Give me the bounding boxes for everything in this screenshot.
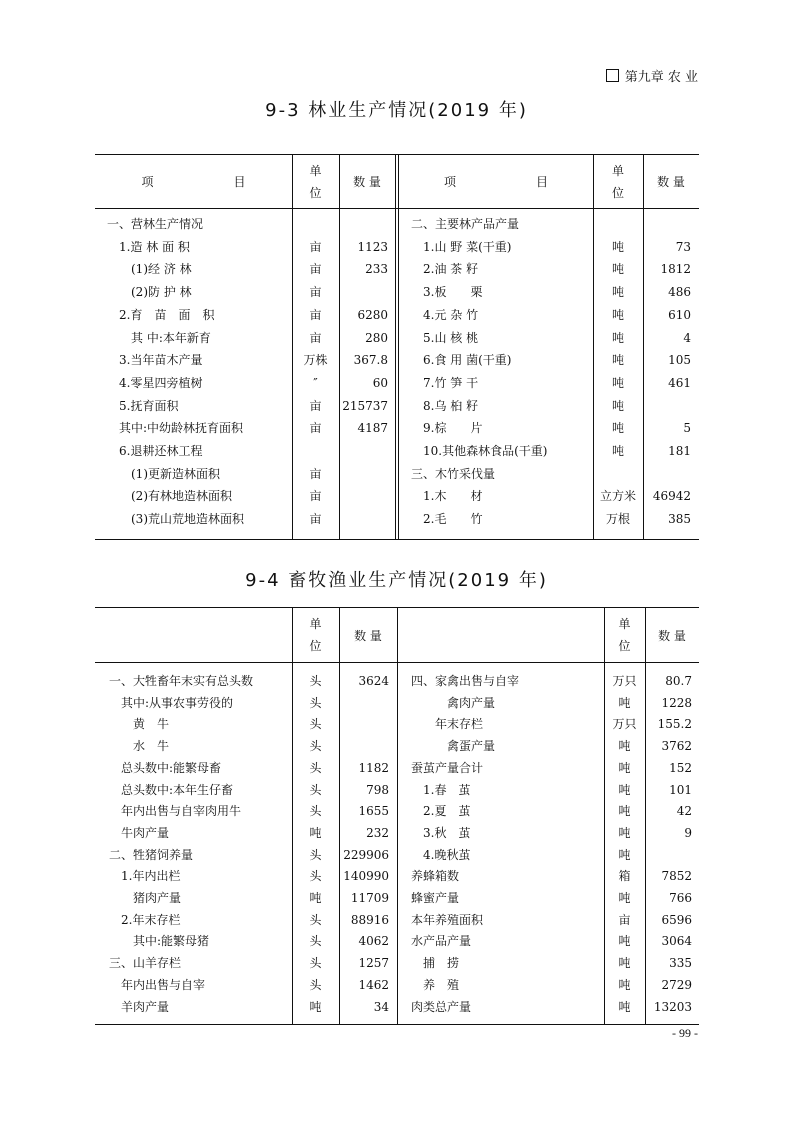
- row-label: 一、营林生产情况: [107, 217, 204, 231]
- row-label: 总头数中:本年生仔畜: [121, 782, 234, 797]
- table-row: [95, 281, 699, 304]
- livestock-table: [95, 607, 699, 1025]
- header-item-right: 目: [536, 175, 549, 189]
- row-value: 46942: [652, 489, 691, 504]
- row-label: 蚕茧产量合计: [411, 760, 484, 775]
- row-value: 461: [668, 375, 691, 390]
- row-unit: 吨: [309, 891, 322, 905]
- row-label: 三、木竹采伐量: [411, 466, 496, 481]
- row-value: 1462: [358, 977, 389, 992]
- row-label: 6.退耕还林工程: [119, 444, 203, 458]
- row-label: 4.零星四旁植树: [119, 375, 203, 390]
- row-unit: 吨: [611, 421, 624, 436]
- row-label: 总头数中:能繁母畜: [121, 760, 222, 775]
- row-unit: [593, 463, 643, 486]
- header-qty: 数 量: [354, 628, 382, 643]
- row-unit: 吨: [611, 285, 624, 300]
- row-label: 1.山 野 菜(干重): [423, 239, 512, 254]
- row-value: 60: [372, 375, 388, 390]
- row-unit: 亩: [309, 262, 322, 277]
- table-row: [95, 930, 699, 953]
- row-unit: 吨: [611, 239, 624, 254]
- row-label: 本年养殖面积: [411, 912, 484, 927]
- row-unit: 吨: [611, 307, 624, 322]
- header-item: [95, 155, 292, 208]
- row-value: 233: [365, 262, 388, 277]
- row-value: 280: [365, 330, 388, 345]
- row-unit: 头: [309, 847, 322, 862]
- row-unit: 吨: [618, 825, 631, 840]
- header-qty-2: 数 量: [657, 175, 685, 189]
- row-label: 6.食 用 菌(干重): [423, 353, 512, 368]
- row-label: 禽肉产量: [447, 695, 496, 710]
- row-value: 105: [668, 353, 691, 368]
- table-row: [95, 304, 699, 327]
- table-row: [95, 395, 699, 418]
- row-unit: 头: [309, 869, 322, 884]
- table-row: [95, 713, 699, 736]
- row-unit: 立方米: [599, 489, 636, 504]
- row-unit: 亩: [309, 489, 322, 504]
- row-label: 禽蛋产量: [447, 739, 496, 754]
- table-row: [95, 213, 699, 236]
- table-row: [95, 822, 699, 845]
- row-unit: 头: [309, 717, 322, 732]
- row-label: 三、山羊存栏: [109, 956, 182, 971]
- table-row: [95, 735, 699, 758]
- row-unit: 吨: [611, 375, 624, 390]
- row-value: [643, 463, 691, 486]
- row-label: 1.春 茧: [423, 782, 471, 797]
- row-unit: 亩: [309, 239, 322, 254]
- row-value: 88916: [350, 912, 389, 927]
- row-label: 其中:从事农事劳役的: [121, 695, 234, 710]
- table-row: [95, 440, 699, 463]
- row-label: (1)经 济 林: [131, 262, 192, 277]
- row-value: 1228: [661, 695, 692, 710]
- row-label: 二、主要林产品产量: [411, 217, 520, 231]
- page-number: - 99 -: [672, 1026, 698, 1040]
- row-unit: 吨: [611, 330, 624, 345]
- row-unit: 万只: [612, 717, 637, 732]
- row-unit: 亩: [309, 285, 322, 300]
- row-label: 3.板 栗: [423, 285, 483, 300]
- table-row: [95, 865, 699, 888]
- row-label: 水产品产量: [411, 934, 472, 949]
- row-value: 1123: [357, 239, 388, 254]
- table-row: [95, 372, 699, 395]
- row-unit: [593, 213, 643, 236]
- header-unit-bottom: 位: [618, 639, 631, 653]
- row-unit: 亩: [309, 466, 322, 481]
- row-unit: 吨: [618, 804, 631, 819]
- row-value: 232: [366, 825, 389, 840]
- row-unit: 头: [309, 760, 322, 775]
- row-label: 四、家禽出售与自宰: [411, 674, 520, 688]
- row-unit: 亩: [309, 307, 322, 322]
- row-value: 5: [683, 421, 691, 436]
- row-label: 8.乌 桕 籽: [423, 398, 479, 413]
- row-label: 9.棕 片: [423, 421, 483, 436]
- row-value: 4062: [358, 934, 389, 949]
- row-value: 4187: [357, 421, 388, 436]
- row-unit: 吨: [611, 444, 624, 458]
- row-unit: 吨: [618, 977, 631, 992]
- row-unit: 吨: [618, 782, 631, 797]
- row-value: 610: [668, 307, 691, 322]
- header-unit-2: [593, 159, 643, 205]
- row-label: 二、牲猪饲养量: [109, 847, 194, 862]
- row-unit: 头: [309, 804, 322, 819]
- row-label: 7.竹 笋 干: [423, 375, 479, 390]
- header-unit-bottom: 位: [309, 639, 322, 653]
- row-unit: 吨: [611, 398, 624, 413]
- row-label: 5.山 核 桃: [423, 330, 479, 345]
- table-row: [95, 887, 699, 910]
- row-value: 2729: [661, 977, 692, 992]
- row-label: 一、大牲畜年末实有总头数: [109, 674, 254, 688]
- header-qty-2: 数 量: [658, 628, 686, 643]
- header-unit-top: 单: [309, 164, 322, 178]
- row-label: 2.夏 茧: [423, 804, 471, 819]
- row-label: (2)防 护 林: [131, 285, 192, 300]
- row-unit: 万只: [612, 674, 637, 688]
- row-value: 3762: [661, 739, 692, 754]
- row-value: 140990: [343, 869, 389, 884]
- row-unit: 吨: [618, 891, 631, 905]
- row-label: 1.木 材: [423, 489, 483, 504]
- table-row: [95, 974, 699, 997]
- row-label: 水 牛: [133, 739, 170, 754]
- row-label: 年末存栏: [435, 717, 484, 732]
- row-value: 798: [366, 782, 389, 797]
- row-value: 385: [668, 512, 691, 527]
- table-row: [95, 327, 699, 350]
- row-unit: 万根: [605, 512, 630, 527]
- row-label: (3)荒山荒地造林面积: [131, 512, 244, 527]
- table-row: [95, 996, 699, 1019]
- row-label: 4.晚秋茧: [423, 847, 471, 862]
- row-unit: 箱: [618, 869, 631, 884]
- row-label: 2.年末存栏: [121, 912, 181, 927]
- row-value: 80.7: [665, 674, 692, 688]
- row-value: 73: [675, 239, 691, 254]
- row-unit: 亩: [309, 421, 322, 436]
- row-unit: 吨: [618, 695, 631, 710]
- row-label: 养 殖: [423, 977, 460, 992]
- row-label: 5.抚育面积: [119, 398, 179, 413]
- row-label: 蜂蜜产量: [411, 891, 460, 905]
- table-row: [95, 236, 699, 259]
- header-unit-2: [604, 612, 645, 658]
- header-item-left: 项: [443, 175, 456, 189]
- row-label: 其 中:本年新育: [131, 330, 211, 345]
- row-value: 1655: [358, 804, 389, 819]
- row-unit: 吨: [618, 934, 631, 949]
- header-unit-top: 单: [309, 617, 322, 631]
- square-icon: [606, 69, 619, 82]
- row-unit: 万株: [303, 353, 328, 368]
- row-label: 2.育 苗 面 积: [119, 307, 215, 322]
- row-label: 2.毛 竹: [423, 512, 483, 527]
- table-row: [95, 258, 699, 281]
- row-unit: 头: [309, 956, 322, 971]
- row-unit: ″: [313, 375, 318, 390]
- row-value: 155.2: [657, 717, 692, 732]
- table1-title: 9-3 林业生产情况(2019 年): [265, 100, 528, 121]
- header-item-left: 项: [141, 175, 154, 189]
- row-label: 4.元 杂 竹: [423, 307, 479, 322]
- row-label: 牛肉产量: [121, 825, 170, 840]
- table-row: [95, 508, 699, 531]
- row-label: 其中:能繁母猪: [133, 934, 210, 949]
- row-unit: 头: [309, 934, 322, 949]
- header-unit-top: 单: [618, 617, 631, 631]
- header-unit: [292, 159, 339, 205]
- row-unit: 头: [309, 782, 322, 797]
- table-row: [95, 779, 699, 802]
- row-value: [645, 844, 692, 867]
- row-label: 其中:中幼龄林抚育面积: [119, 421, 244, 436]
- row-value: 3064: [661, 934, 692, 949]
- table-row: [95, 757, 699, 780]
- row-label: 猪肉产量: [133, 891, 182, 905]
- row-label: 1.年内出栏: [121, 869, 181, 884]
- row-value: 6596: [661, 912, 692, 927]
- row-unit: 吨: [618, 760, 631, 775]
- table-row: [95, 670, 699, 693]
- row-unit: 亩: [309, 398, 322, 413]
- row-unit: 头: [309, 912, 322, 927]
- row-value: 3624: [358, 674, 389, 688]
- row-label: 3.秋 茧: [423, 825, 471, 840]
- row-unit: 头: [309, 674, 322, 688]
- header-unit-bottom: 位: [309, 186, 322, 200]
- row-value: 1812: [660, 262, 691, 277]
- forestry-table: [95, 154, 699, 540]
- row-label: 10.其他森林食品(干重): [423, 444, 548, 458]
- row-value: 42: [676, 804, 692, 819]
- table2-title: 9-4 畜牧渔业生产情况(2019 年): [245, 570, 548, 591]
- row-value: 9: [684, 825, 692, 840]
- row-label: 年内出售与自宰: [121, 977, 206, 992]
- row-unit: 吨: [611, 262, 624, 277]
- row-value: 215737: [342, 398, 388, 413]
- row-value: 101: [669, 782, 692, 797]
- table-row: [95, 800, 699, 823]
- row-label: (2)有林地造林面积: [131, 489, 232, 504]
- row-value: 1257: [358, 956, 389, 971]
- row-value: 4: [683, 330, 691, 345]
- row-label: (1)更新造林面积: [131, 466, 220, 481]
- row-unit: 亩: [309, 330, 322, 345]
- table-row: [95, 485, 699, 508]
- row-label: 年内出售与自宰肉用牛: [121, 804, 242, 819]
- row-unit: 头: [309, 739, 322, 754]
- table-row: [95, 463, 699, 486]
- row-unit: 吨: [309, 999, 322, 1014]
- chapter-header: [606, 66, 698, 85]
- table-row: [95, 909, 699, 932]
- table-row: [95, 692, 699, 715]
- row-unit: 吨: [618, 999, 631, 1014]
- row-value: 367.8: [353, 353, 388, 368]
- row-unit: 亩: [309, 512, 322, 527]
- table-row: [95, 844, 699, 867]
- row-label: 捕 捞: [423, 956, 460, 971]
- row-value: 34: [373, 999, 389, 1014]
- row-unit: 吨: [618, 739, 631, 754]
- row-value: [643, 213, 691, 236]
- row-label: 2.油 茶 籽: [423, 262, 479, 277]
- row-value: 335: [669, 956, 692, 971]
- row-label: 黄 牛: [133, 717, 170, 732]
- row-value: 7852: [661, 869, 692, 884]
- header-unit: [292, 612, 339, 658]
- row-value: 229906: [343, 847, 389, 862]
- row-unit: 头: [309, 977, 322, 992]
- header-qty: 数 量: [353, 175, 381, 189]
- row-value: 11709: [350, 891, 389, 905]
- row-value: 152: [669, 760, 692, 775]
- chapter-title: 第九章 农 业: [624, 70, 698, 85]
- row-label: 3.当年苗木产量: [119, 353, 203, 368]
- row-unit: 吨: [309, 825, 322, 840]
- row-unit: 头: [309, 695, 322, 710]
- row-unit: 吨: [618, 956, 631, 971]
- header-unit-bottom: 位: [611, 186, 624, 200]
- row-label: 肉类总产量: [411, 999, 472, 1014]
- header-item-2: [399, 155, 593, 208]
- row-value: 181: [668, 444, 691, 458]
- row-value: 1182: [358, 760, 389, 775]
- table-row: [95, 349, 699, 372]
- row-value: [643, 395, 691, 418]
- row-unit: 亩: [618, 912, 631, 927]
- table-row: [95, 952, 699, 975]
- row-label: 羊肉产量: [121, 999, 170, 1014]
- row-label: 养蜂箱数: [411, 869, 460, 884]
- row-value: 766: [669, 891, 692, 905]
- row-value: 13203: [653, 999, 692, 1014]
- header-item-right: 目: [233, 175, 246, 189]
- row-value: 486: [668, 285, 691, 300]
- row-unit: 吨: [611, 353, 624, 368]
- header-unit-top: 单: [611, 164, 624, 178]
- row-unit: 吨: [618, 847, 631, 862]
- row-label: 1.造 林 面 积: [119, 239, 190, 254]
- row-value: 6280: [357, 307, 388, 322]
- table-row: [95, 417, 699, 440]
